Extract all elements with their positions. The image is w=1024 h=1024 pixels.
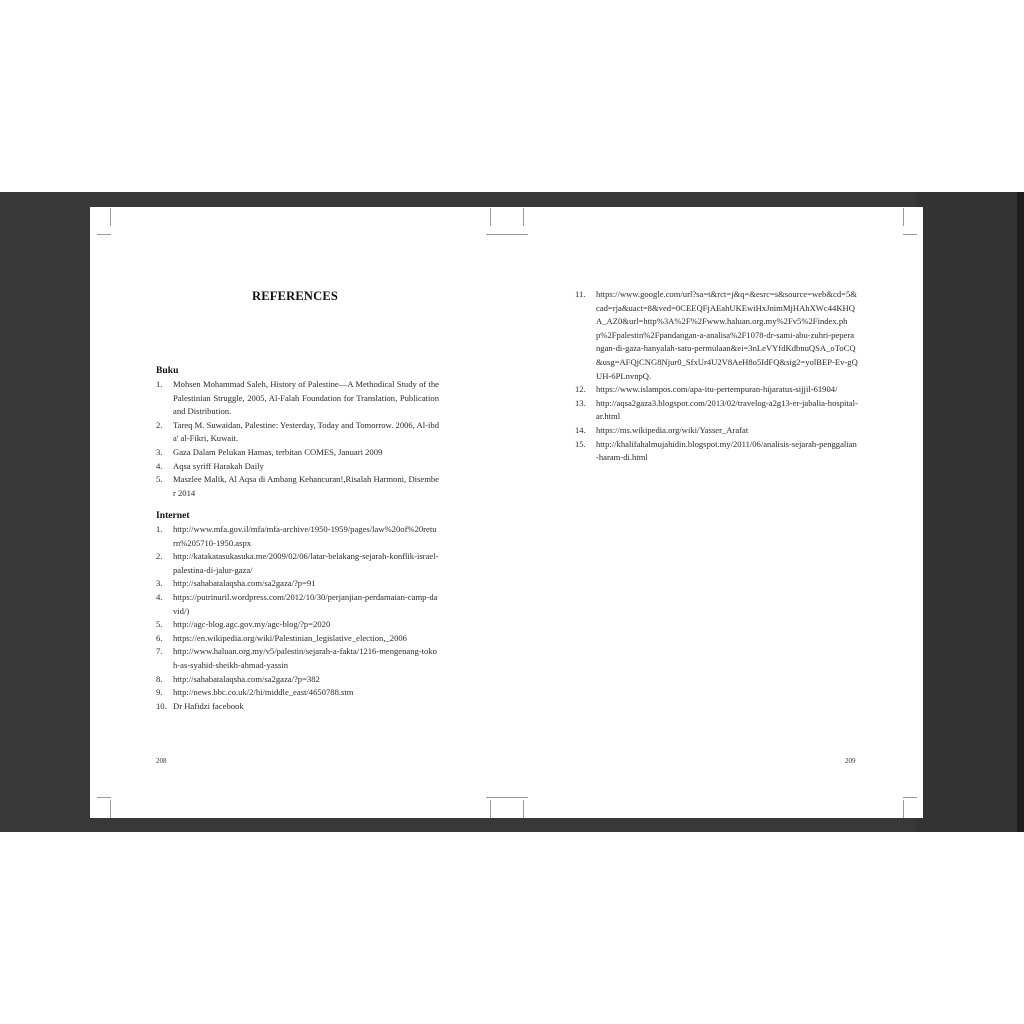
book-references-list <box>156 378 439 500</box>
reference-text: https://www.google.com/url?sa=t&rct=j&q=&esrc=s&source=web&cd=5&cad=rja&uact=8&ved=0CEEQFjAEahUKEwiHxJnimMjHAhXWc44KHQA_AZ0&url=http%3A%2F%2Fwww.haluan.org.my%2Fv5%2Findex.php%2Fpalestin%2Fpandangan-a-analisa%2F1078-dr-sami-abu-zuhri-peperangan-di-gaza-hanyalah-satu-permulaan&ei=3nLeVYfdKdbnuQSA_oToCQ&usg=AFQjCNG8Njur0_SfxUr4U2V8AeH8o5IdFQ&sig2=yolBEP-Ev-gQUH-6PLnvnpQ. <box>596 289 858 381</box>
list-item: 2. http://katakatasukasuka.me/2009/02/06/latar-belakang-sejarah-konflik-israel-palestina-di-jalur-gaza/ <box>156 550 439 577</box>
list-item: 1. Mohsen Mohammad Saleh, History of Palestine—A Methodical Study of the Palestinian Struggle, 2005, Al-Falah Foundation for Translation, Publication and Distribution. <box>156 378 439 419</box>
reference-text: http://aqsa2gaza3.blogspot.com/2013/02/travelog-a2g13-er-jabalia-hospital-ar.html <box>596 397 858 422</box>
list-item: 11. https://www.google.com/url?sa=t&rct=j&q=&esrc=s&source=web&cd=5&cad=rja&uact=8&ved=0CEEQFjAEahUKEwiHxJnimMjHAhXWc44KHQA_AZ0&url=http%3A%2F%2Fwww.haluan.org.my%2Fv5%2Findex.php%2Fpalestin%2Fpandangan-a-analisa%2F1078-dr-sami-abu-zuhri-peperangan-di-gaza-hanyalah-satu-permulaan&ei=3nLeVYfdKdbnuQSA_oToCQ&usg=AFQjCNG8Njur0_SfxUr4U2V8AeH8o5IdFQ&sig2=yolBEP-Ev-gQUH-6PLnvnpQ. <box>575 288 858 383</box>
page-title: REFERENCES <box>252 289 339 303</box>
list-item: 12. https://www.islampos.com/apa-itu-pertempuran-hijaratus-sijjil-61904/ <box>575 383 858 397</box>
reference-text: http://www.haluan.org.my/v5/palestin/sejarah-a-fakta/1216-mengenang-tokoh-as-syahid-sheikh-ahmad-yassin <box>173 646 437 670</box>
reference-text: http://agc-blog.agc.gov.my/agc-blog/?p=2020 <box>173 619 331 630</box>
list-item: 9. http://news.bbc.co.uk/2/hi/middle_east/4650788.stm <box>156 686 439 700</box>
reference-text: https://www.islampos.com/apa-itu-pertempuran-hijaratus-sijjil-61904/ <box>596 384 838 395</box>
section-heading-internet: Internet <box>156 510 190 521</box>
page-number-left: 208 <box>156 757 167 765</box>
list-item: 2. Tareq M. Suwaidan, Palestine: Yesterday, Today and Tomorrow. 2006, Al-ibda' al-Fikri, Kuwait. <box>156 419 439 446</box>
page-number-right: 209 <box>845 757 856 765</box>
list-item: 3. Gaza Dalam Pelukan Hamas, terbitan COMES, Januari 2009 <box>156 446 439 460</box>
reference-text: http://sahabatalaqsha.com/sa2gaza/?p=91 <box>173 578 316 589</box>
list-item: 5. http://agc-blog.agc.gov.my/agc-blog/?p=2020 <box>156 618 439 632</box>
reference-text: Mohsen Mohammad Saleh, History of Palestine—A Methodical Study of the Palestinian Struggle, 2005, Al-Falah Foundation for Translation, Publication and Distribution. <box>173 379 439 417</box>
reference-text: Dr Hafidzi facebook <box>173 700 244 711</box>
reference-text: Gaza Dalam Pelukan Hamas, terbitan COMES, Januari 2009 <box>173 446 383 457</box>
list-item: 5. Maszlee Malik, Al Aqsa di Ambang Kehancuran!,Risalah Harmoni, Disember 2014 <box>156 473 439 500</box>
reference-text: Maszlee Malik, Al Aqsa di Ambang Kehancuran!,Risalah Harmoni, Disember 2014 <box>173 474 439 498</box>
reference-text: https://en.wikipedia.org/wiki/Palestinian_legislative_election,_2006 <box>173 632 407 643</box>
list-item: 15. http://khalifahalmujahidin.blogspot.my/2011/06/analisis-sejarah-penggalian-haram-di.html <box>575 438 858 465</box>
list-item: 8. http://sahabatalaqsha.com/sa2gaza/?p=382 <box>156 673 439 687</box>
list-item: 4. https://putrinuril.wordpress.com/2012/10/30/perjanjian-perdamaian-camp-david/) <box>156 591 439 618</box>
reference-text: http://news.bbc.co.uk/2/hi/middle_east/4650788.stm <box>173 687 354 698</box>
list-item: 1. http://www.mfa.gov.il/mfa/mfa-archive/1950-1959/pages/law%20of%20return%205710-1950.aspx <box>156 523 439 550</box>
list-item: 10. Dr Hafidzi facebook <box>156 700 439 714</box>
reference-text: http://sahabatalaqsha.com/sa2gaza/?p=382 <box>173 673 320 684</box>
reference-text: http://www.mfa.gov.il/mfa/mfa-archive/1950-1959/pages/law%20of%20return%205710-1950.aspx <box>173 524 437 548</box>
list-item: 6. https://en.wikipedia.org/wiki/Palestinian_legislative_election,_2006 <box>156 632 439 646</box>
continued-references-list <box>575 288 858 465</box>
viewer-scrollbar[interactable] <box>1017 192 1024 832</box>
reference-text: Aqsa syriff Harakah Daily <box>173 460 264 471</box>
reference-text: Tareq M. Suwaidan, Palestine: Yesterday, Today and Tomorrow. 2006, Al-ibda' al-Fikri, Kuwait. <box>173 419 439 444</box>
list-item: 4. Aqsa syriff Harakah Daily <box>156 460 439 474</box>
viewer-scroll-area[interactable] <box>916 192 1017 832</box>
reference-text: http://khalifahalmujahidin.blogspot.my/2011/06/analisis-sejarah-penggalian-haram-di.html <box>596 438 857 463</box>
section-heading-buku: Buku <box>156 365 179 376</box>
reference-text: http://katakatasukasuka.me/2009/02/06/latar-belakang-sejarah-konflik-israel-palestina-di-jalur-gaza/ <box>173 551 439 575</box>
list-item: 3. http://sahabatalaqsha.com/sa2gaza/?p=91 <box>156 577 439 591</box>
list-item: 7. http://www.haluan.org.my/v5/palestin/sejarah-a-fakta/1216-mengenang-tokoh-as-syahid-sheikh-ahmad-yassin <box>156 645 439 672</box>
reference-text: https://ms.wikipedia.org/wiki/Yasser_Arafat <box>596 424 749 435</box>
internet-references-list <box>156 523 439 713</box>
list-item: 13. http://aqsa2gaza3.blogspot.com/2013/02/travelog-a2g13-er-jabalia-hospital-ar.html <box>575 397 858 424</box>
list-item: 14. https://ms.wikipedia.org/wiki/Yasser_Arafat <box>575 424 858 438</box>
reference-text: https://putrinuril.wordpress.com/2012/10/30/perjanjian-perdamaian-camp-david/) <box>173 591 438 616</box>
